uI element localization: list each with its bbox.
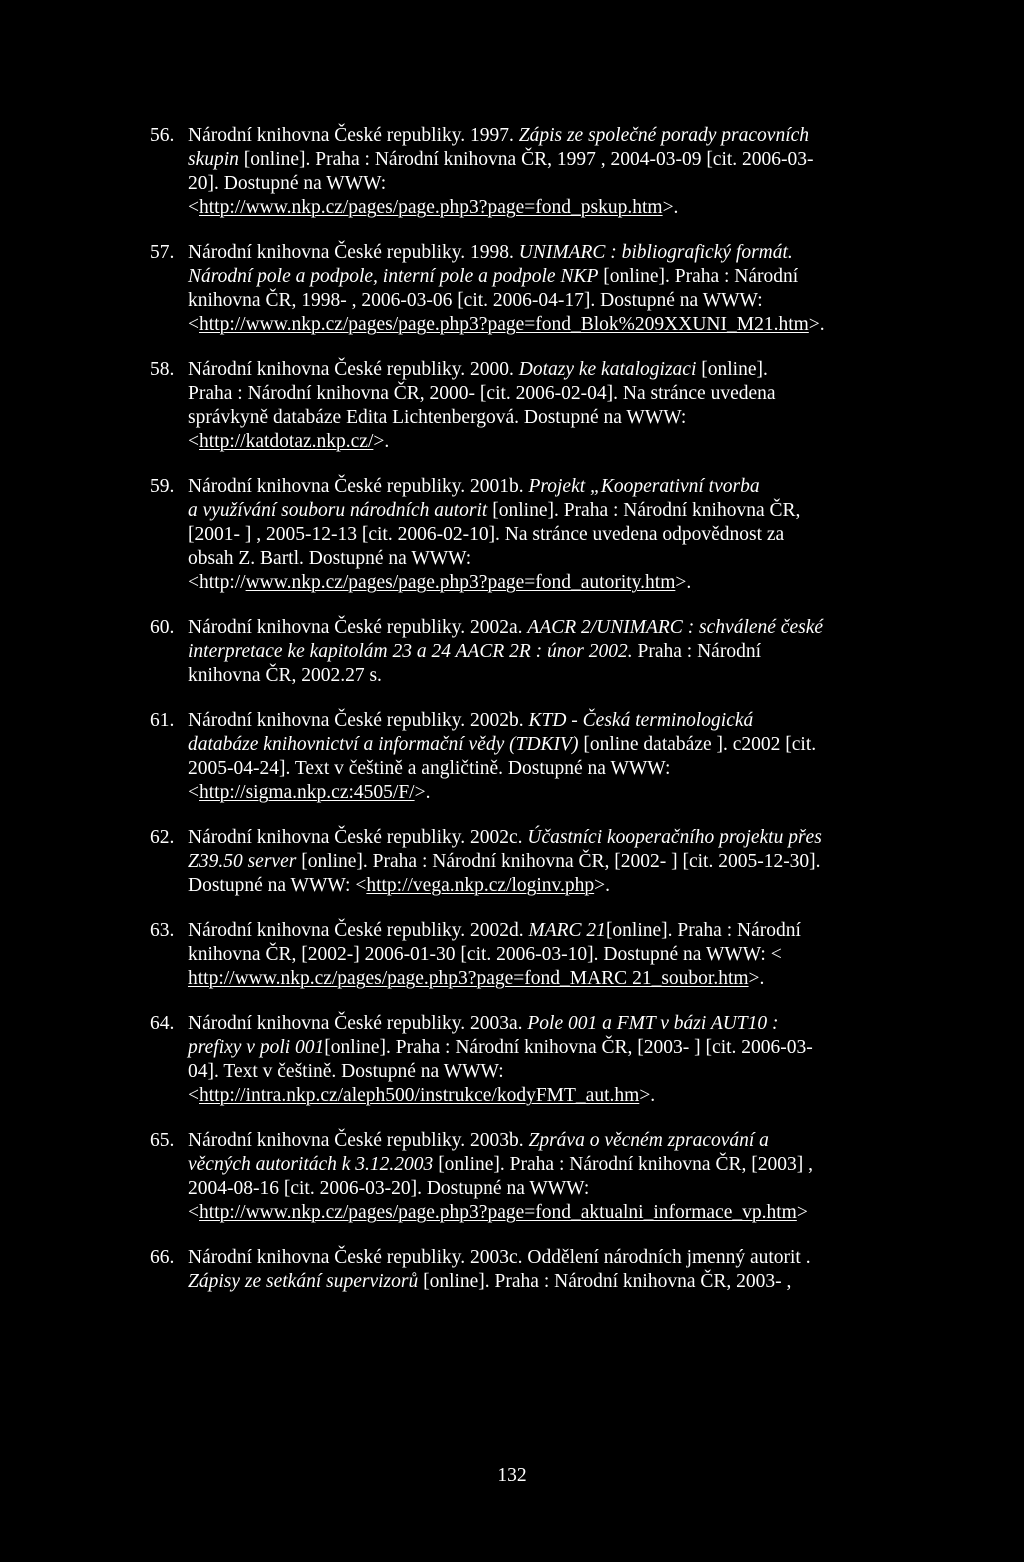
reference-url[interactable]: http://www.nkp.cz/pages/page.php3?page=fond_aktualni_informace_vp.htm: [199, 1202, 797, 1223]
reference-line: [188, 1153, 930, 1177]
reference-title: Zpráva o věcném zpracování a: [528, 1130, 769, 1151]
reference-text: >.: [675, 572, 692, 593]
reference-number: 59.: [150, 476, 175, 497]
reference-item: [150, 919, 930, 991]
reference-line: [188, 919, 930, 943]
reference-line: [188, 265, 930, 289]
reference-title: Dotazy ke katalogizaci: [518, 359, 697, 380]
reference-text: <: [188, 314, 199, 335]
reference-title: prefixy v poli 001: [188, 1037, 325, 1058]
reference-item: [150, 358, 930, 454]
reference-number: 57.: [150, 242, 175, 263]
reference-text: knihovna ČR, [2002-] 2006-01-30 [cit. 2006-03-10]. Dostupné na WWW: <: [188, 944, 782, 965]
reference-line: [188, 313, 930, 337]
reference-text: 2004-08-16 [cit. 2006-03-20]. Dostupné na WWW:: [188, 1178, 590, 1199]
reference-text: <: [188, 1202, 199, 1223]
reference-number: 56.: [150, 125, 175, 146]
reference-item: [150, 1246, 930, 1294]
reference-text: [online]. Praha : Národní knihovna ČR,: [487, 500, 801, 521]
reference-line: [188, 547, 930, 571]
reference-text: Národní knihovna České republiky. 1998.: [188, 242, 519, 263]
reference-text: <: [188, 197, 199, 218]
reference-text: >.: [639, 1085, 656, 1106]
reference-text: [online]. Praha : Národní knihovna ČR, 1997 , 2004-03-09 [cit. 2006-03-: [238, 149, 814, 170]
reference-text: [online]. Praha : Národní: [605, 920, 801, 941]
reference-line: [188, 499, 930, 523]
reference-line: [188, 571, 930, 595]
reference-text: <: [188, 1085, 199, 1106]
reference-title: AACR 2/UNIMARC : schválené české: [527, 617, 824, 638]
reference-text: Národní knihovna České republiky. 1997.: [188, 125, 519, 146]
reference-text: [online]. Praha : Národní knihovna ČR, [2002- ] [cit. 2005-12-30].: [296, 851, 821, 872]
reference-text: knihovna ČR, 1998- , 2006-03-06 [cit. 2006-04-17]. Dostupné na WWW:: [188, 290, 763, 311]
reference-text: <: [188, 782, 199, 803]
page-number: 132: [497, 1465, 527, 1486]
reference-title: Zápis ze společné porady pracovních: [518, 125, 810, 146]
reference-text: knihovna ČR, 2002.27 s.: [188, 665, 382, 686]
reference-line: [188, 640, 930, 664]
reference-title: KTD - Česká terminologická: [528, 710, 754, 731]
reference-number: 66.: [150, 1247, 175, 1268]
reference-text: [online]. Praha : Národní: [598, 266, 799, 287]
reference-line: [188, 523, 930, 547]
reference-text: Dostupné na WWW: <: [188, 875, 367, 896]
reference-text: 20]. Dostupné na WWW:: [188, 173, 387, 194]
reference-line: [188, 124, 930, 148]
reference-text: Národní knihovna České republiky. 2002b.: [188, 710, 529, 731]
reference-text: [online databáze ]. c2002 [cit.: [578, 734, 817, 755]
reference-number: 60.: [150, 617, 175, 638]
reference-line: [188, 850, 930, 874]
reference-line: [188, 148, 930, 172]
reference-title: UNIMARC : bibliografický formát.: [518, 242, 793, 263]
reference-text: >.: [748, 968, 765, 989]
reference-line: [188, 967, 930, 991]
reference-number: 65.: [150, 1130, 175, 1151]
reference-line: [188, 874, 930, 898]
reference-line: [188, 1270, 930, 1294]
reference-text: [online]. Praha : Národní knihovna ČR, [2003- ] [cit. 2006-03-: [324, 1037, 813, 1058]
reference-number: 63.: [150, 920, 175, 941]
reference-number: 62.: [150, 827, 175, 848]
reference-line: [188, 241, 930, 265]
reference-title: a využívání souboru národních autorit: [188, 500, 488, 521]
reference-url[interactable]: http://katdotaz.nkp.cz/: [199, 431, 374, 452]
reference-text: Národní knihovna České republiky. 2002c.: [188, 827, 528, 848]
reference-text: <http://: [188, 572, 246, 593]
reference-title: Z39.50 server: [188, 851, 297, 872]
reference-text: [online]. Praha : Národní knihovna ČR, [2003] ,: [433, 1154, 813, 1175]
reference-line: [188, 289, 930, 313]
reference-url[interactable]: http://www.nkp.cz/pages/page.php3?page=fond_MARC 21_soubor.htm: [188, 968, 749, 989]
reference-line: [188, 382, 930, 406]
reference-text: 2005-04-24]. Text v češtině a angličtině. Dostupné na WWW:: [188, 758, 671, 779]
reference-text: Národní knihovna České republiky. 2003a.: [188, 1013, 528, 1034]
reference-line: [188, 943, 930, 967]
reference-text: >.: [808, 314, 825, 335]
reference-line: [188, 1012, 930, 1036]
reference-line: [188, 1246, 930, 1270]
reference-url[interactable]: http://www.nkp.cz/pages/page.php3?page=fond_Blok%209XXUNI_M21.htm: [199, 314, 809, 335]
reference-line: [188, 709, 930, 733]
reference-title: MARC 21: [528, 920, 606, 941]
reference-number: 61.: [150, 710, 175, 731]
reference-text: správkyně databáze Edita Lichtenbergová. Dostupné na WWW:: [188, 407, 687, 428]
reference-line: [188, 1084, 930, 1108]
reference-line: [188, 196, 930, 220]
reference-title: Pole 001 a FMT v bázi AUT10 :: [527, 1013, 779, 1034]
reference-line: [188, 664, 930, 688]
reference-line: [188, 616, 930, 640]
reference-text: Praha : Národní: [632, 641, 761, 662]
reference-title: Projekt „Kooperativní tvorba: [528, 476, 760, 497]
reference-text: Národní knihovna České republiky. 2003b.: [188, 1130, 529, 1151]
reference-text: Národní knihovna České republiky. 2000.: [188, 359, 519, 380]
reference-item: [150, 616, 930, 688]
reference-text: Národní knihovna České republiky. 2001b.: [188, 476, 529, 497]
reference-text: [online].: [696, 359, 768, 380]
reference-title: Zápisy ze setkání supervizorů: [188, 1271, 419, 1292]
reference-line: [188, 406, 930, 430]
reference-item: [150, 826, 930, 898]
reference-text: Národní knihovna České republiky. 2002d.: [188, 920, 529, 941]
reference-line: [188, 172, 930, 196]
reference-text: >: [796, 1202, 808, 1223]
reference-item: [150, 1129, 930, 1225]
reference-url[interactable]: http://sigma.nkp.cz:4505/F/: [199, 782, 415, 803]
reference-line: [188, 1177, 930, 1201]
reference-url[interactable]: www.nkp.cz/pages/page.php3?page=fond_autority.htm: [245, 572, 676, 593]
reference-line: [188, 430, 930, 454]
reference-line: [188, 733, 930, 757]
reference-item: [150, 475, 930, 595]
reference-text: 04]. Text v češtině. Dostupné na WWW:: [188, 1061, 504, 1082]
reference-line: [188, 757, 930, 781]
reference-title: Národní pole a podpole, interní pole a podpole NKP: [188, 266, 599, 287]
reference-line: [188, 826, 930, 850]
reference-text: >.: [414, 782, 431, 803]
reference-text: <: [188, 431, 199, 452]
reference-item: [150, 709, 930, 805]
reference-item: [150, 241, 930, 337]
reference-title: databáze knihovnictví a informační vědy (TDKIV): [188, 734, 579, 755]
reference-text: [online]. Praha : Národní knihovna ČR, 2003- ,: [418, 1271, 792, 1292]
reference-text: >.: [373, 431, 390, 452]
reference-title: věcných autoritách k 3.12.2003: [188, 1154, 434, 1175]
reference-line: [188, 1129, 930, 1153]
reference-title: Účastníci kooperačního projektu přes: [527, 827, 822, 848]
reference-list: [150, 124, 930, 1315]
reference-text: Národní knihovna České republiky. 2002a.: [188, 617, 528, 638]
reference-text: Praha : Národní knihovna ČR, 2000- [cit. 2006-02-04]. Na stránce uvedena: [188, 383, 776, 404]
reference-text: Národní knihovna České republiky. 2003c. Oddělení národních jmenný autorit .: [188, 1247, 811, 1268]
reference-text: >.: [662, 197, 679, 218]
reference-text: obsah Z. Bartl. Dostupné na WWW:: [188, 548, 472, 569]
reference-url[interactable]: http://intra.nkp.cz/aleph500/instrukce/kodyFMT_aut.hm: [199, 1085, 640, 1106]
reference-url[interactable]: http://vega.nkp.cz/loginv.php: [366, 875, 595, 896]
reference-line: [188, 358, 930, 382]
reference-item: [150, 124, 930, 220]
reference-line: [188, 1201, 930, 1225]
reference-line: [188, 475, 930, 499]
reference-number: 58.: [150, 359, 175, 380]
reference-item: [150, 1012, 930, 1108]
reference-url[interactable]: http://www.nkp.cz/pages/page.php3?page=fond_pskup.htm: [199, 197, 663, 218]
reference-text: [2001- ] , 2005-12-13 [cit. 2006-02-10]. Na stránce uvedena odpovědnost za: [188, 524, 785, 545]
reference-line: [188, 1060, 930, 1084]
reference-line: [188, 1036, 930, 1060]
reference-number: 64.: [150, 1013, 175, 1034]
reference-text: >.: [594, 875, 611, 896]
reference-title: interpretace ke kapitolám 23 a 24 AACR 2R : únor 2002.: [188, 641, 633, 662]
reference-title: skupin: [188, 149, 239, 170]
reference-line: [188, 781, 930, 805]
